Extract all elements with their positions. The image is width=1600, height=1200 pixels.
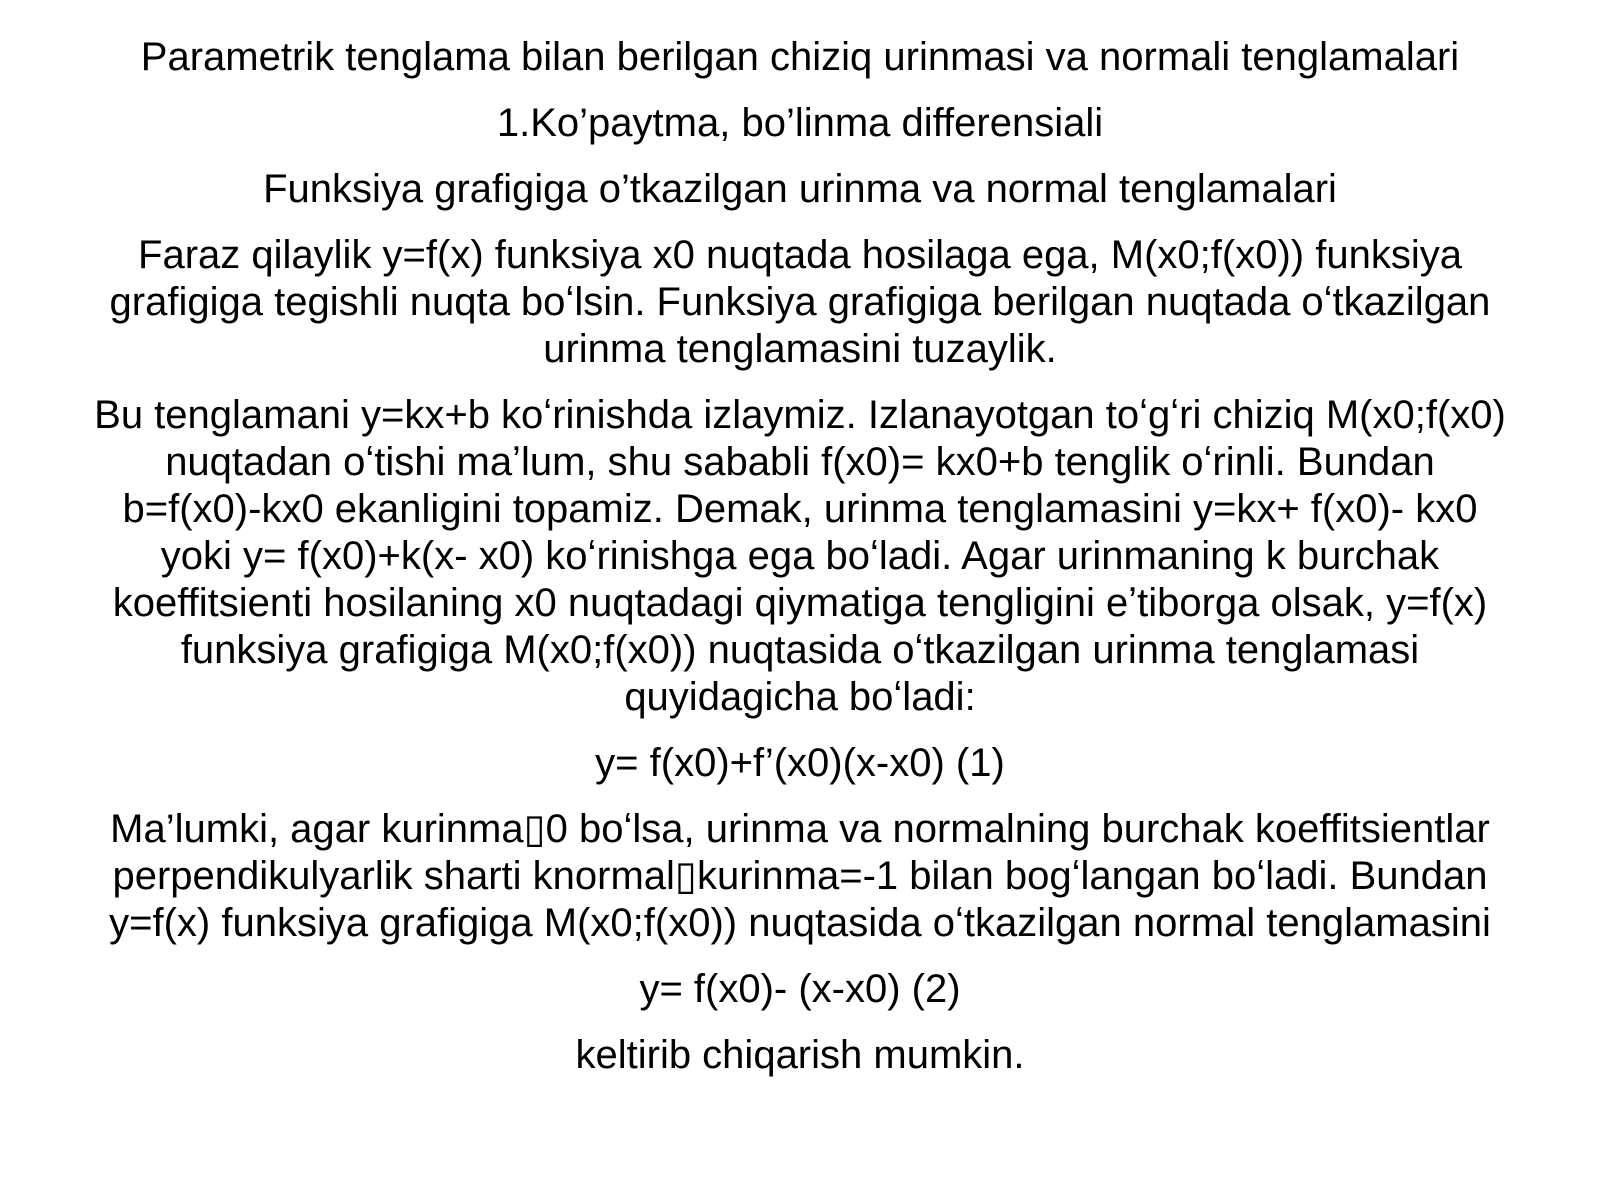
closing-line: keltirib chiqarish mumkin.: [575, 1033, 1025, 1077]
tangent-equation: y= f(x0)+f’(x0)(x-x0) (1): [595, 741, 1005, 785]
intro-paragraph: Faraz qilaylik y=f(x) funksiya x0 nuqtada hosilaga ega, M(x0;f(x0)) funksiya grafigiga tegishli nuqta boʻlsin. Funksiya grafigiga berilgan nuqtada oʻtkazilgan urinma tenglamasini tuzaylik.: [109, 233, 1491, 371]
tangent-paragraph: Bu tenglamani y=kx+b koʻrinishda izlaymiz. Izlanayotgan toʻgʻri chiziq M(x0;f(x0) nuqtadan oʻtishi maʼlum, shu sababli f(x0)= kx0+b tenglik oʻrinli. Bundan b=f(x0)-kx0 ekanligini topamiz. Demak, urinma tenglamasini y=kx+ f(x0)- kx0 yoki y= f(x0)+k(x- x0) koʻrinishga ega boʻladi. Agar urinmaning k burchak koeffitsienti hosilaning x0 nuqtadagi qiymatiga tengligini eʼtiborga olsak, y=f(x) funksiya grafigiga M(x0;f(x0)) nuqtasida oʻtkazilgan urinma tenglamasi quyidagicha boʻladi:: [94, 393, 1506, 719]
section-heading-2: Funksiya grafigiga o’tkazilgan urinma va normal tenglamalari: [263, 167, 1337, 211]
document-title: Parametrik tenglama bilan berilgan chiziq urinmasi va normali tenglamalari: [140, 35, 1460, 79]
normal-equation: y= f(x0)- (x-x0) (2): [639, 967, 961, 1011]
normal-paragraph: Ma’lumki, agar kurinma▯0 boʻlsa, urinma va normalning burchak koeffitsientlar perpendikulyarlik sharti knormal▯kurinma=-1 bilan bogʻlangan boʻladi. Bundan y=f(x) funksiya grafigiga M(x0;f(x0)) nuqtasida oʻtkazilgan normal tenglamasini: [109, 807, 1491, 945]
section-heading-1: 1.Ko’paytma, bo’linma differensiali: [496, 101, 1104, 145]
document-page: [30, 34, 1570, 1079]
